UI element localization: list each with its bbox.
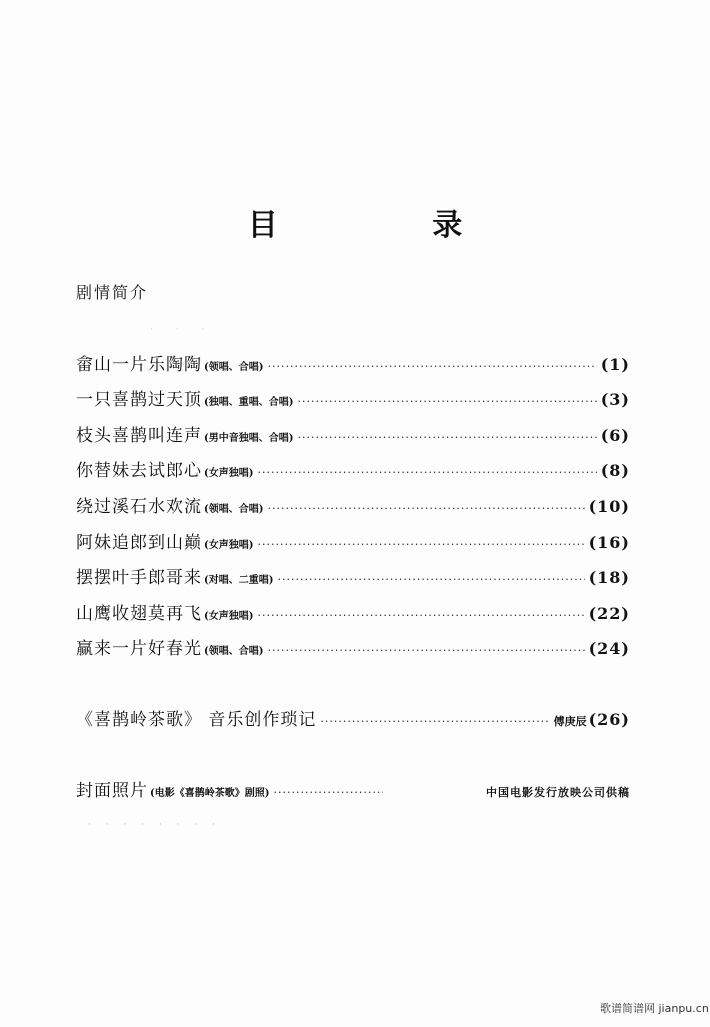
leader-dots: [267, 503, 584, 514]
toc-entry[interactable]: [76, 421, 630, 447]
leader-dots: [257, 610, 584, 621]
leader-dots: [297, 432, 596, 443]
essay-title: 《喜鹊岭茶歌》 音乐创作琐记: [76, 710, 317, 730]
toc-entry-page: (24): [588, 639, 630, 658]
essay-row: [76, 705, 630, 731]
scan-noise-top: · · ·: [150, 325, 215, 335]
cover-row: [76, 776, 630, 802]
toc-entry-title: 枝头喜鹊叫连声: [76, 426, 202, 446]
watermark: 歌谱简谱网 jianpu.cn: [600, 1002, 709, 1015]
toc-entry-note: (男中音独唱、合唱): [204, 433, 294, 444]
toc-entry-page: (8): [600, 461, 630, 480]
toc-entry[interactable]: [76, 563, 630, 589]
leader-dots: [273, 787, 383, 798]
leader-dots: [267, 361, 596, 372]
leader-dots: [257, 467, 596, 478]
essay-author: 傅庚辰: [553, 715, 587, 728]
toc-entry-note: (女声独唱): [204, 611, 254, 622]
synopsis-heading: 剧情简介: [76, 283, 149, 302]
toc-entry[interactable]: [76, 385, 630, 411]
page-title: 目 录: [247, 208, 535, 243]
toc-entry-note: (女声独唱): [204, 468, 254, 479]
leader-dots: [277, 574, 584, 585]
toc-entry-page: (22): [588, 604, 630, 623]
toc-entry-note: (领唱、合唱): [204, 646, 264, 657]
cover-title: 封面照片: [76, 781, 148, 801]
toc-entry[interactable]: [76, 492, 630, 518]
toc-entry-title: 你替妹去试郎心: [76, 461, 202, 481]
essay-page: (26): [588, 710, 630, 729]
toc-entry-page: (18): [588, 568, 630, 587]
cover-credit: 中国电影发行放映公司供稿: [486, 786, 630, 799]
scan-noise-bottom: · · · · · · · ·: [88, 820, 221, 830]
toc-entry-page: (10): [588, 497, 630, 516]
leader-dots: [257, 539, 584, 550]
toc-entry-page: (1): [600, 355, 630, 374]
toc-entry-note: (独唱、重唱、合唱): [204, 397, 294, 408]
toc-entry-note: (领唱、合唱): [204, 362, 264, 373]
toc-entry-title: 赢来一片好春光: [76, 639, 202, 659]
leader-dots: [320, 716, 549, 727]
toc-entry-page: (16): [588, 533, 630, 552]
toc-entry-page: (6): [600, 426, 630, 445]
toc-entry-title: 畲山一片乐陶陶: [76, 355, 202, 375]
toc-entry-title: 山鹰收翅莫再飞: [76, 604, 202, 624]
leader-dots: [267, 645, 584, 656]
toc-entry[interactable]: [76, 528, 630, 554]
toc-entry[interactable]: [76, 350, 630, 376]
toc-entry-note: (女声独唱): [204, 540, 254, 551]
leader-dots: [297, 396, 596, 407]
toc-entry[interactable]: [76, 456, 630, 482]
toc-entry-note: (对唱、二重唱): [204, 575, 274, 586]
toc-entry-title: 一只喜鹊过天顶: [76, 390, 202, 410]
toc-entry[interactable]: [76, 599, 630, 625]
toc-entry-title: 绕过溪石水欢流: [76, 497, 202, 517]
cover-note: (电影《喜鹊岭茶歌》剧照): [150, 788, 270, 799]
toc-entry-title: 摆摆叶手郎哥来: [76, 568, 202, 588]
toc-entry-title: 阿妹追郎到山巅: [76, 533, 202, 553]
toc-entry[interactable]: [76, 634, 630, 660]
toc-entry-page: (3): [600, 390, 630, 409]
toc-entry-note: (领唱、合唱): [204, 504, 264, 515]
